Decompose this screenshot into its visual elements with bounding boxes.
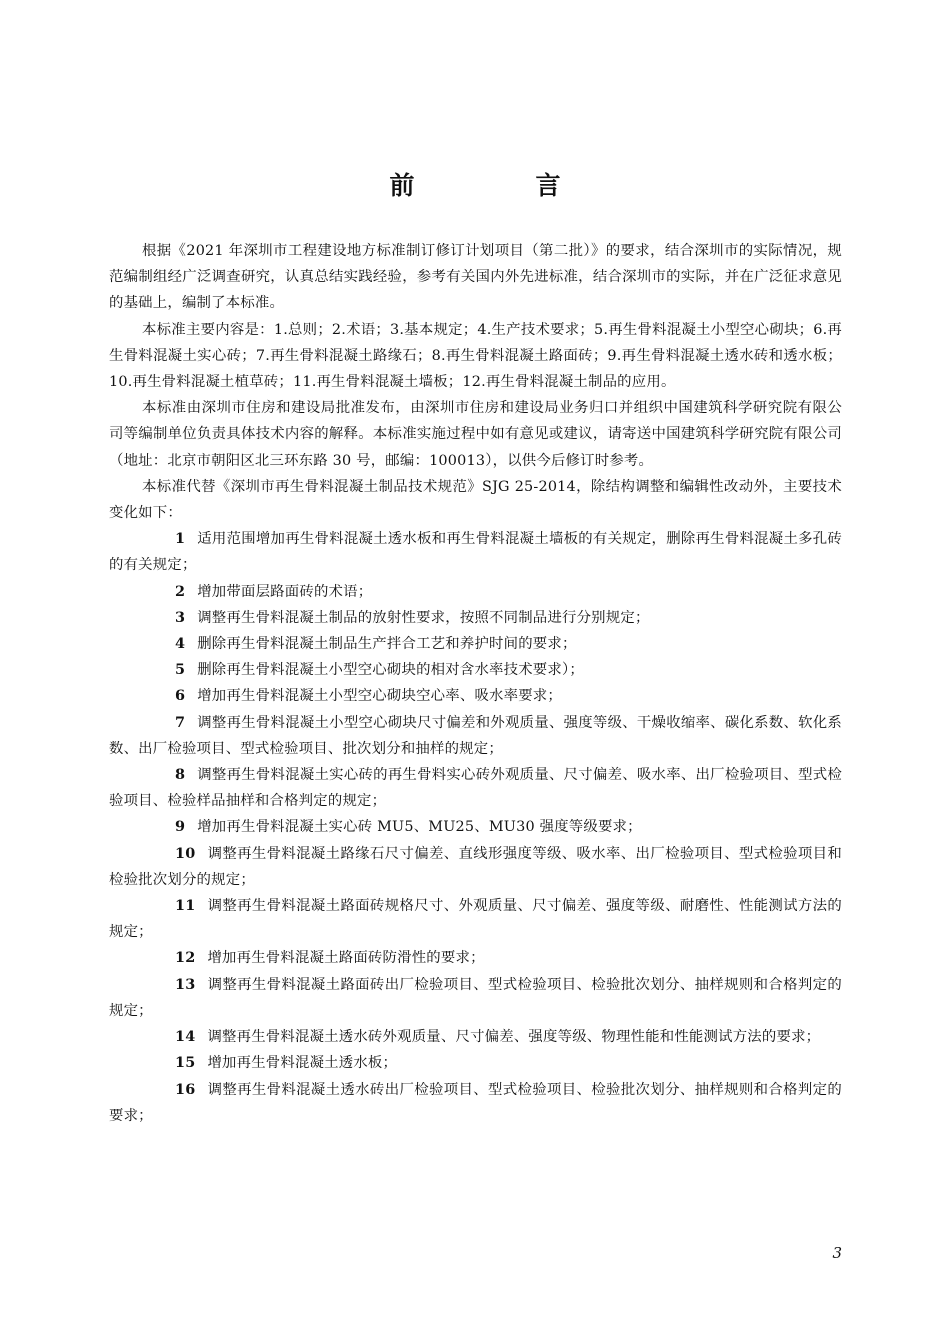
paragraph-approval: 本标准由深圳市住房和建设局批准发布，由深圳市住房和建设局业务归口并组织中国建筑科学研究院有限公司等编制单位负责具体技术内容的解释。本标准实施过程中如有意见或建议，请寄送中国建筑科学研究院有限公司（地址：北京市朝阳区北三环东路 30 号，邮编：100013），以供今后修订时参考。 [109,400,842,469]
change-text: 增加再生骨料混凝土实心砖 MU5、MU25、MU30 强度等级要求； [197,819,642,836]
change-text: 增加带面层路面砖的术语； [197,583,373,600]
change-text: 增加再生骨料混凝土小型空心砌块空心率、吸水率要求； [197,688,562,705]
change-text: 调整再生骨料混凝土路缘石尺寸偏差、直线形强度等级、吸水率、出厂检验项目、型式检验项目和检验批次划分的规定； [109,845,842,888]
document-body [109,238,842,1129]
change-item [109,1050,842,1076]
change-item [109,972,842,1024]
change-number: 5 [175,661,186,679]
change-number: 12 [175,949,196,967]
change-text: 调整再生骨料混凝土透水砖外观质量、尺寸偏差、强度等级、物理性能和性能测试方法的要求； [207,1029,821,1046]
change-item [109,841,842,893]
change-text: 适用范围增加再生骨料混凝土透水板和再生骨料混凝土墙板的有关规定，删除再生骨料混凝土多孔砖的有关规定； [109,531,842,574]
change-number: 9 [175,818,186,836]
change-number: 13 [175,975,196,993]
change-item [109,683,842,709]
change-text: 调整再生骨料混凝土路面砖规格尺寸、外观质量、尺寸偏差、强度等级、耐磨性、性能测试方法的规定； [109,898,842,941]
change-text: 增加再生骨料混凝土透水板； [207,1055,398,1072]
change-item [109,762,842,814]
change-text: 调整再生骨料混凝土实心砖的再生骨料实心砖外观质量、尺寸偏差、吸水率、出厂检验项目、型式检验项目、检验样品抽样和合格判定的规定； [109,767,842,810]
change-number: 6 [175,687,186,705]
paragraph-contents: 本标准主要内容是：1.总则；2.术语；3.基本规定；4.生产技术要求；5.再生骨料混凝土小型空心砌块；6.再生骨料混凝土实心砖；7.再生骨料混凝土路缘石；8.再生骨料混凝土路面砖；9.再生骨料混凝土透水砖和透水板；10.再生骨料混凝土植草砖；11.再生骨料混凝土墙板；12.再生骨料混凝土制品的应用。 [109,321,842,391]
change-text: 删除再生骨料混凝土制品生产拌合工艺和养护时间的要求； [197,636,577,653]
change-number: 15 [175,1054,196,1072]
page-number: 3 [832,1244,842,1262]
change-number: 2 [175,582,186,600]
change-text: 调整再生骨料混凝土小型空心砌块尺寸偏差和外观质量、强度等级、干燥收缩率、碳化系数、软化系数、出厂检验项目、型式检验项目、批次划分和抽样的规定； [109,714,842,757]
change-item [109,1024,842,1050]
change-item [109,579,842,605]
change-item [109,1077,842,1129]
paragraph-replacement: 本标准代替《深圳市再生骨料混凝土制品技术规范》SJG 25-2014，除结构调整和编辑性改动外，主要技术变化如下： [109,478,842,522]
page-title: 前 言 [389,171,609,200]
change-item [109,945,842,971]
paragraph-intro: 根据《2021 年深圳市工程建设地方标准制订修订计划项目（第二批）》的要求，结合深圳市的实际情况，规范编制组经广泛调查研究，认真总结实践经验，参考有关国内外先进标准，结合深圳市的实际，并在广泛征求意见的基础上，编制了本标准。 [109,243,842,312]
change-item [109,631,842,657]
change-number: 14 [175,1028,196,1046]
change-text: 调整再生骨料混凝土路面砖出厂检验项目、型式检验项目、检验批次划分、抽样规则和合格判定的规定； [109,976,842,1019]
change-item [109,526,842,578]
change-text: 删除再生骨料混凝土小型空心砌块的相对含水率技术要求）； [197,662,584,679]
change-item [109,893,842,945]
change-number: 7 [175,713,186,731]
change-number: 11 [175,897,196,915]
change-number: 4 [175,635,186,653]
change-number: 1 [175,530,186,548]
change-item [109,710,842,762]
change-number: 3 [175,608,186,626]
change-item [109,657,842,683]
change-item [109,814,842,840]
change-number: 8 [175,766,186,784]
change-text: 调整再生骨料混凝土制品的放射性要求，按照不同制品进行分别规定； [197,609,650,626]
change-number: 16 [175,1080,196,1098]
change-item [109,605,842,631]
change-number: 10 [175,844,196,862]
change-text: 增加再生骨料混凝土路面砖防滑性的要求； [207,950,485,967]
changes-list [109,526,842,1129]
change-text: 调整再生骨料混凝土透水砖出厂检验项目、型式检验项目、检验批次划分、抽样规则和合格判定的要求； [109,1081,842,1124]
